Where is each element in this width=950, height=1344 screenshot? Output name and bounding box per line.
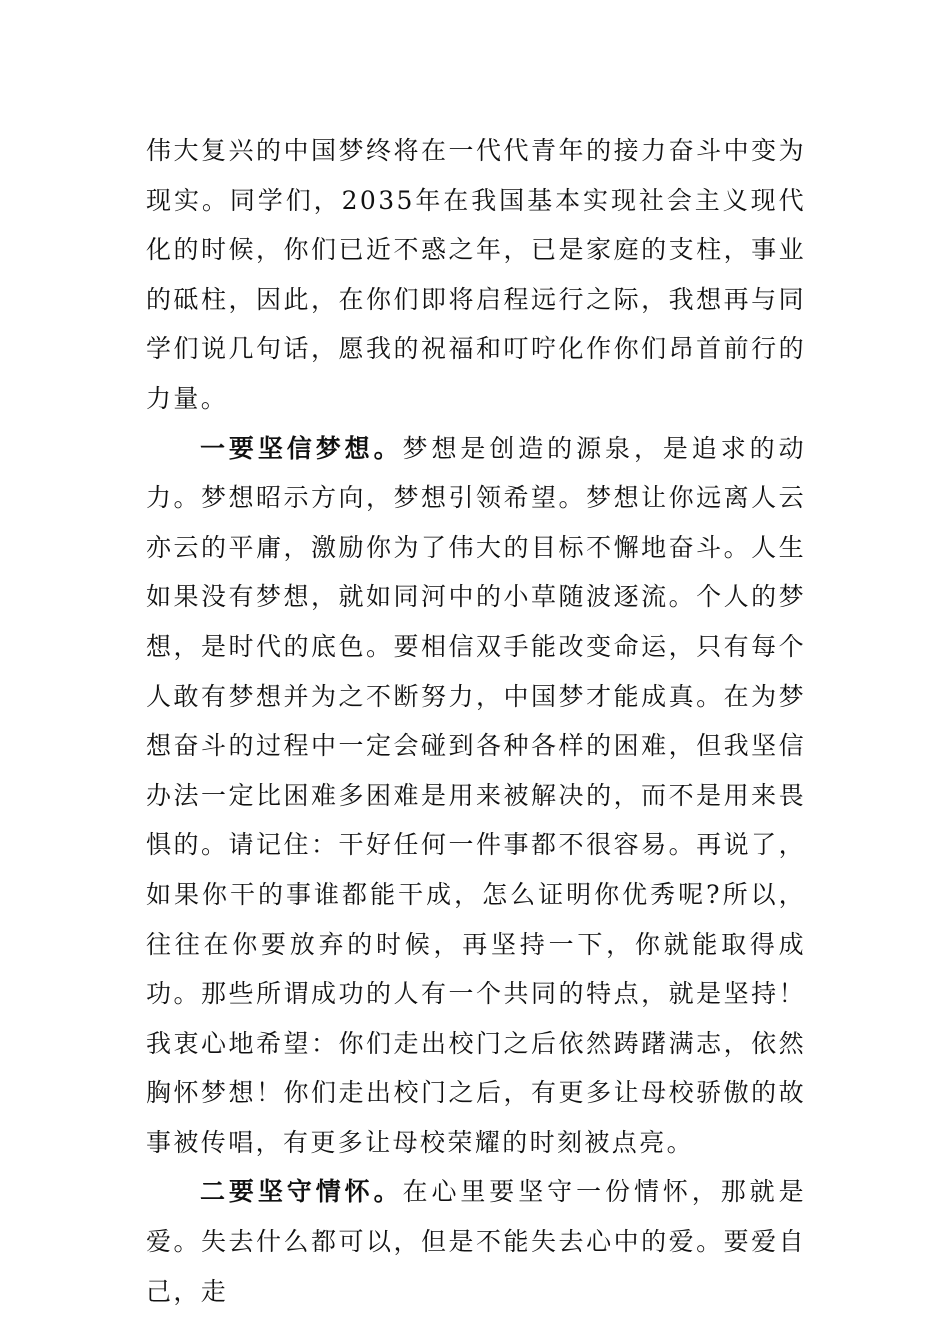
paragraph-text: 在心里要坚守一份情怀，那就是爱。失去什么都可以，但是不能失去心中的爱。要爱自己，走: [146, 1177, 806, 1306]
paragraph-text: 梦想是创造的源泉，是追求的动力。梦想昭示方向，梦想引领希望。梦想让你远离人云亦云的平庸，激励你为了伟大的目标不懈地奋斗。人生如果没有梦想，就如同河中的小草随波逐流。个人的梦想，是时代的底色。要相信双手能改变命运，只有每个人敢有梦想并为之不断努力，中国梦才能成真。在为梦想奋斗的过程中一定会碰到各种各样的困难，但我坚信办法一定比困难多困难是用来被解决的，而不是用来畏惧的。请记住：干好任何一件事都不很容易。再说了，如果你干的事谁都能干成，怎么证明你优秀呢?所以，往往在你要放弃的时候，再坚持一下，你就能取得成功。那些所谓成功的人有一个共同的特点，就是坚持！我衷心地希望：你们走出校门之后依然踌躇满志，依然胸怀梦想！你们走出校门之后，有更多让母校骄傲的故事被传唱，有更多让母校荣耀的时刻被点亮。: [146, 433, 806, 1157]
body-text: [146, 126, 806, 1316]
paragraph-heading: 一要坚信梦想。: [200, 433, 403, 463]
paragraph-feelings: [146, 1167, 806, 1316]
paragraph-heading: 二要坚守情怀。: [200, 1177, 403, 1207]
paragraph-text: 伟大复兴的中国梦终将在一代代青年的接力奋斗中变为现实。同学们，2035年在我国基本实现社会主义现代化的时候，你们已近不惑之年，已是家庭的支柱，事业的砥柱，因此，在你们即将启程远行之际，我想再与同学们说几句话，愿我的祝福和叮咛化作你们昂首前行的力量。: [146, 136, 806, 413]
paragraph-continued: [146, 126, 806, 424]
paragraph-dream: [146, 424, 806, 1168]
